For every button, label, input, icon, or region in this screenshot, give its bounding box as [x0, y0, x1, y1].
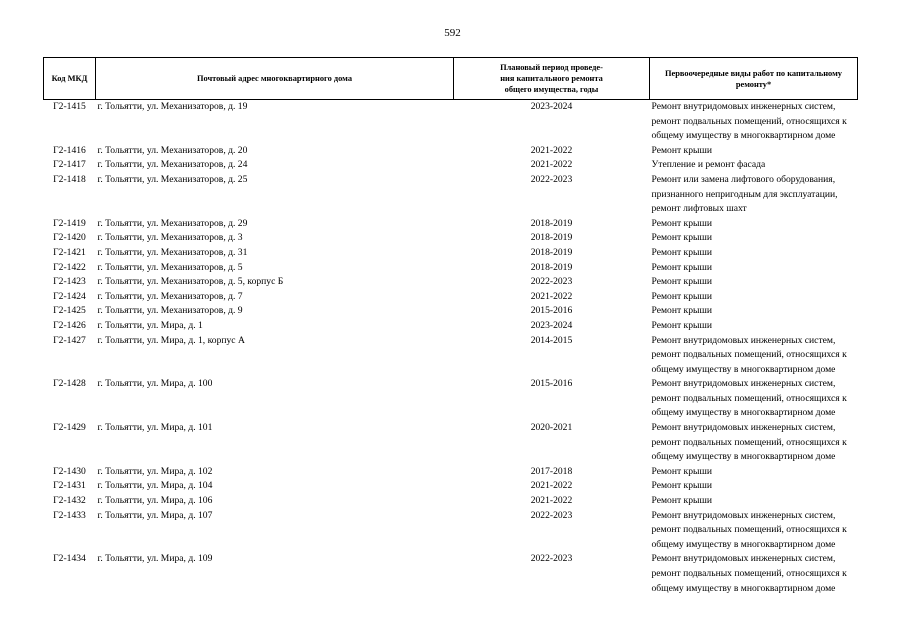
works-line: общему имуществу в многоквартирном доме	[651, 451, 836, 463]
cell-code: Г2-1420	[53, 232, 86, 244]
cell-works	[650, 377, 858, 421]
works-line: ремонт подвальных помещений, относящихся к	[651, 436, 847, 448]
works-line: Ремонт крыши	[651, 217, 712, 229]
works-line: Ремонт внутридомовых инженерных систем,	[651, 422, 836, 434]
works-line: Ремонт крыши	[651, 144, 712, 156]
works-line: Ремонт крыши	[651, 261, 712, 273]
cell-address: г. Тольятти, ул. Мира, д. 106	[97, 495, 213, 507]
works-line: Ремонт или замена лифтового оборудования,	[651, 173, 836, 185]
header-code: Код МКД	[44, 58, 96, 100]
cell-period: 2021-2022	[530, 159, 573, 171]
works-line: Ремонт крыши	[651, 305, 712, 317]
cell-code: Г2-1423	[53, 276, 86, 288]
cell-period: 2018-2019	[530, 232, 573, 244]
cell-works	[650, 319, 858, 334]
cell-works	[650, 231, 858, 246]
cell-address: г. Тольятти, ул. Мира, д. 104	[97, 480, 213, 492]
works-line: Ремонт внутридомовых инженерных систем,	[651, 378, 836, 390]
table-row	[44, 421, 858, 465]
table-row	[44, 100, 858, 144]
cell-code: Г2-1421	[53, 246, 86, 258]
cell-address: г. Тольятти, ул. Механизаторов, д. 9	[97, 305, 243, 317]
cell-code: Г2-1427	[53, 334, 86, 346]
cell-period: 2015-2016	[530, 378, 573, 390]
table-row	[44, 377, 858, 421]
cell-code: Г2-1433	[53, 509, 86, 521]
header-period	[454, 58, 650, 100]
table-row	[44, 144, 858, 159]
cell-period: 2014-2015	[530, 334, 573, 346]
cell-code: Г2-1424	[53, 290, 86, 302]
cell-address: г. Тольятти, ул. Мира, д. 109	[97, 553, 213, 565]
cell-address: г. Тольятти, ул. Механизаторов, д. 5, корпус Б	[97, 276, 284, 288]
works-line: общему имуществу в многоквартирном доме	[651, 582, 836, 594]
works-line: Ремонт крыши	[651, 246, 712, 258]
cell-works	[650, 275, 858, 290]
works-line: Ремонт крыши	[651, 232, 712, 244]
repair-registry-table	[43, 57, 858, 596]
table-row	[44, 319, 858, 334]
works-line: Ремонт крыши	[651, 480, 712, 492]
cell-address: г. Тольятти, ул. Механизаторов, д. 25	[97, 173, 248, 185]
cell-works	[650, 261, 858, 276]
cell-period: 2022-2023	[530, 173, 573, 185]
cell-address: г. Тольятти, ул. Механизаторов, д. 3	[97, 232, 243, 244]
cell-period: 2018-2019	[530, 217, 573, 229]
cell-works	[650, 246, 858, 261]
works-line: ремонт лифтовых шахт	[651, 203, 747, 215]
header-works	[650, 58, 858, 100]
header-period-line: общего имущества, годы	[504, 85, 599, 94]
cell-works	[650, 290, 858, 305]
cell-period: 2018-2019	[530, 246, 573, 258]
works-line: Ремонт внутридомовых инженерных систем,	[651, 334, 836, 346]
cell-code: Г2-1431	[53, 480, 86, 492]
cell-address: г. Тольятти, ул. Механизаторов, д. 31	[97, 246, 248, 258]
cell-address: г. Тольятти, ул. Мира, д. 1, корпус А	[97, 334, 245, 346]
table-row	[44, 334, 858, 378]
table-row	[44, 173, 858, 217]
table-row	[44, 231, 858, 246]
works-line: Ремонт крыши	[651, 290, 712, 302]
works-line: ремонт подвальных помещений, относящихся к	[651, 349, 847, 361]
cell-period: 2021-2022	[530, 290, 573, 302]
cell-code: Г2-1416	[53, 144, 86, 156]
works-line: признанного непригодным для эксплуатации,	[651, 188, 838, 200]
table-row	[44, 217, 858, 232]
cell-address: г. Тольятти, ул. Механизаторов, д. 20	[97, 144, 248, 156]
cell-address: г. Тольятти, ул. Мира, д. 100	[97, 378, 213, 390]
cell-code: Г2-1428	[53, 378, 86, 390]
cell-works	[650, 334, 858, 378]
cell-period: 2023-2024	[530, 319, 573, 331]
cell-code: Г2-1425	[53, 305, 86, 317]
table-header	[44, 58, 858, 100]
works-line: ремонт подвальных помещений, относящихся к	[651, 568, 847, 579]
works-line: Ремонт крыши	[651, 495, 712, 507]
cell-code: Г2-1422	[53, 261, 86, 273]
table-row	[44, 509, 858, 553]
cell-code: Г2-1418	[53, 173, 86, 185]
table-row	[44, 304, 858, 319]
cell-period: 2017-2018	[530, 465, 573, 477]
table-row	[44, 479, 858, 494]
cell-code: Г2-1432	[53, 495, 86, 507]
cell-code: Г2-1426	[53, 319, 86, 331]
cell-period: 2021-2022	[530, 495, 573, 507]
cell-period: 2021-2022	[530, 144, 573, 156]
works-line: ремонт подвальных помещений, относящихся к	[651, 115, 847, 127]
cell-period: 2022-2023	[530, 509, 573, 521]
table-row	[44, 552, 858, 596]
cell-address: г. Тольятти, ул. Механизаторов, д. 29	[97, 217, 248, 229]
works-line: Ремонт крыши	[651, 465, 712, 477]
table-row	[44, 158, 858, 173]
cell-address: г. Тольятти, ул. Мира, д. 107	[97, 509, 213, 521]
cell-period: 2022-2023	[530, 276, 573, 288]
works-line: общему имуществу в многоквартирном доме	[651, 407, 836, 419]
table-row	[44, 246, 858, 261]
cell-works	[650, 158, 858, 173]
cell-works	[650, 421, 858, 465]
cell-code: Г2-1417	[53, 159, 86, 171]
cell-address: г. Тольятти, ул. Механизаторов, д. 5	[97, 261, 243, 273]
works-line: ремонт подвальных помещений, относящихся к	[651, 524, 847, 536]
cell-code: Г2-1430	[53, 465, 86, 477]
works-line: Ремонт внутридомовых инженерных систем,	[651, 553, 836, 565]
works-line: ремонт подвальных помещений, относящихся к	[651, 392, 847, 404]
cell-works	[650, 465, 858, 480]
cell-period: 2020-2021	[530, 422, 573, 434]
header-period-line: ния капитального ремонта	[500, 74, 603, 83]
cell-address: г. Тольятти, ул. Механизаторов, д. 19	[97, 101, 248, 112]
cell-address: г. Тольятти, ул. Мира, д. 1	[97, 319, 203, 331]
table-row	[44, 261, 858, 276]
works-line: общему имуществу в многоквартирном доме	[651, 130, 836, 142]
cell-code: Г2-1434	[53, 553, 86, 565]
cell-period: 2018-2019	[530, 261, 573, 273]
cell-period: 2015-2016	[530, 305, 573, 317]
cell-code: Г2-1415	[53, 101, 86, 112]
header-period-line: Плановый период проведе-	[500, 63, 603, 72]
page-number: 592	[444, 27, 461, 39]
cell-period: 2021-2022	[530, 480, 573, 492]
table-row	[44, 290, 858, 305]
works-line: Ремонт внутридомовых инженерных систем,	[651, 509, 836, 521]
works-line: Ремонт крыши	[651, 319, 712, 331]
cell-code: Г2-1429	[53, 422, 86, 434]
works-line: общему имуществу в многоквартирном доме	[651, 363, 836, 375]
table-row	[44, 465, 858, 480]
cell-works	[650, 217, 858, 232]
cell-address: г. Тольятти, ул. Мира, д. 102	[97, 465, 213, 477]
cell-address: г. Тольятти, ул. Механизаторов, д. 7	[97, 290, 243, 302]
cell-works	[650, 304, 858, 319]
table-row	[44, 494, 858, 509]
cell-period: 2023-2024	[530, 101, 573, 112]
cell-works	[650, 509, 858, 553]
cell-works	[650, 173, 858, 217]
cell-period: 2022-2023	[530, 553, 573, 565]
works-line: Утепление и ремонт фасада	[651, 159, 766, 171]
cell-works	[650, 552, 858, 596]
header-works-line: ремонту*	[735, 79, 772, 89]
cell-works	[650, 494, 858, 509]
cell-code: Г2-1419	[53, 217, 86, 229]
works-line: Ремонт внутридомовых инженерных систем,	[651, 101, 836, 112]
cell-address: г. Тольятти, ул. Механизаторов, д. 24	[97, 159, 248, 171]
table-row	[44, 275, 858, 290]
works-line: Ремонт крыши	[651, 276, 712, 288]
header-row	[44, 58, 858, 100]
cell-address: г. Тольятти, ул. Мира, д. 101	[97, 422, 213, 434]
cell-works	[650, 100, 858, 144]
cell-works	[650, 144, 858, 159]
header-address: Почтовый адрес многоквартирного дома	[96, 58, 454, 100]
cell-works	[650, 479, 858, 494]
header-works-line: Первоочередные виды работ по капитальному	[665, 68, 842, 78]
works-line: общему имуществу в многоквартирном доме	[651, 538, 836, 550]
table-body	[44, 100, 858, 597]
